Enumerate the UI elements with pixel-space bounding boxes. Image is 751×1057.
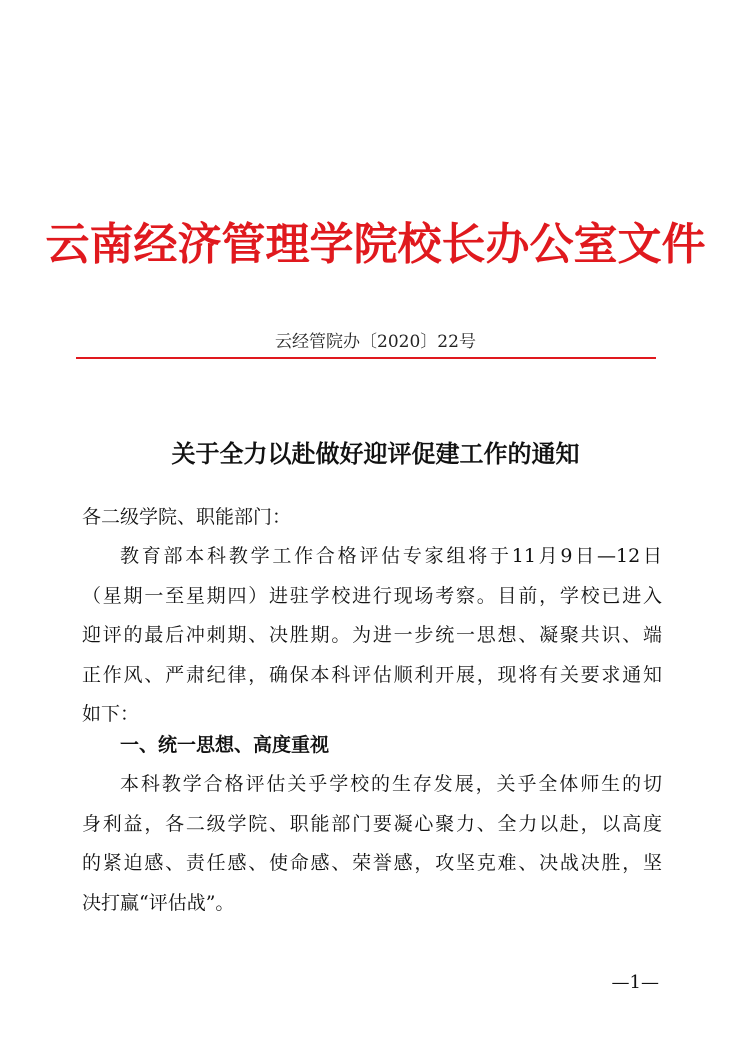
- paragraph-1-line-4: 正作风、严肃纪律，确保本科评估顺利开展，现将有关要求通知: [82, 663, 662, 686]
- section-1-paragraph: [82, 765, 662, 923]
- section-1-heading: 一、统一思想、高度重视: [120, 734, 330, 756]
- red-divider-line: [76, 357, 656, 359]
- paragraph-1-line-3: 迎评的最后冲刺期、决胜期。为进一步统一思想、凝聚共识、端: [82, 624, 662, 646]
- salutation: [82, 498, 662, 538]
- paragraph-1-line-1: 教育部本科教学工作合格评估专家组将于11月9日—12日: [120, 545, 662, 567]
- document-number: 云经管院办〔2020〕22号: [275, 332, 476, 352]
- notice-title: 关于全力以赴做好迎评促建工作的通知: [171, 439, 580, 468]
- page-number: —1—: [611, 972, 659, 993]
- paragraph-1: [82, 537, 662, 735]
- section-1-line-3: 的紧迫感、责任感、使命感、荣誉感，攻坚克难、决战决胜，坚: [82, 852, 662, 874]
- paragraph-1-line-5: 如下：: [82, 703, 140, 725]
- section-1-line-4: 决打赢“评估战”。: [82, 891, 235, 914]
- section-1-line-2: 身利益，各二级学院、职能部门要凝心聚力、全力以赴，以高度: [82, 812, 662, 835]
- document-header-title: 云南经济管理学院校长办公室文件: [45, 219, 706, 270]
- salutation-text: 各二级学院、职能部门：: [82, 506, 292, 528]
- paragraph-1-line-2: （星期一至星期四）进驻学校进行现场考察。目前，学校已进入: [82, 584, 662, 607]
- section-1-line-1: 本科教学合格评估关乎学校的生存发展，关乎全体师生的切: [120, 773, 662, 795]
